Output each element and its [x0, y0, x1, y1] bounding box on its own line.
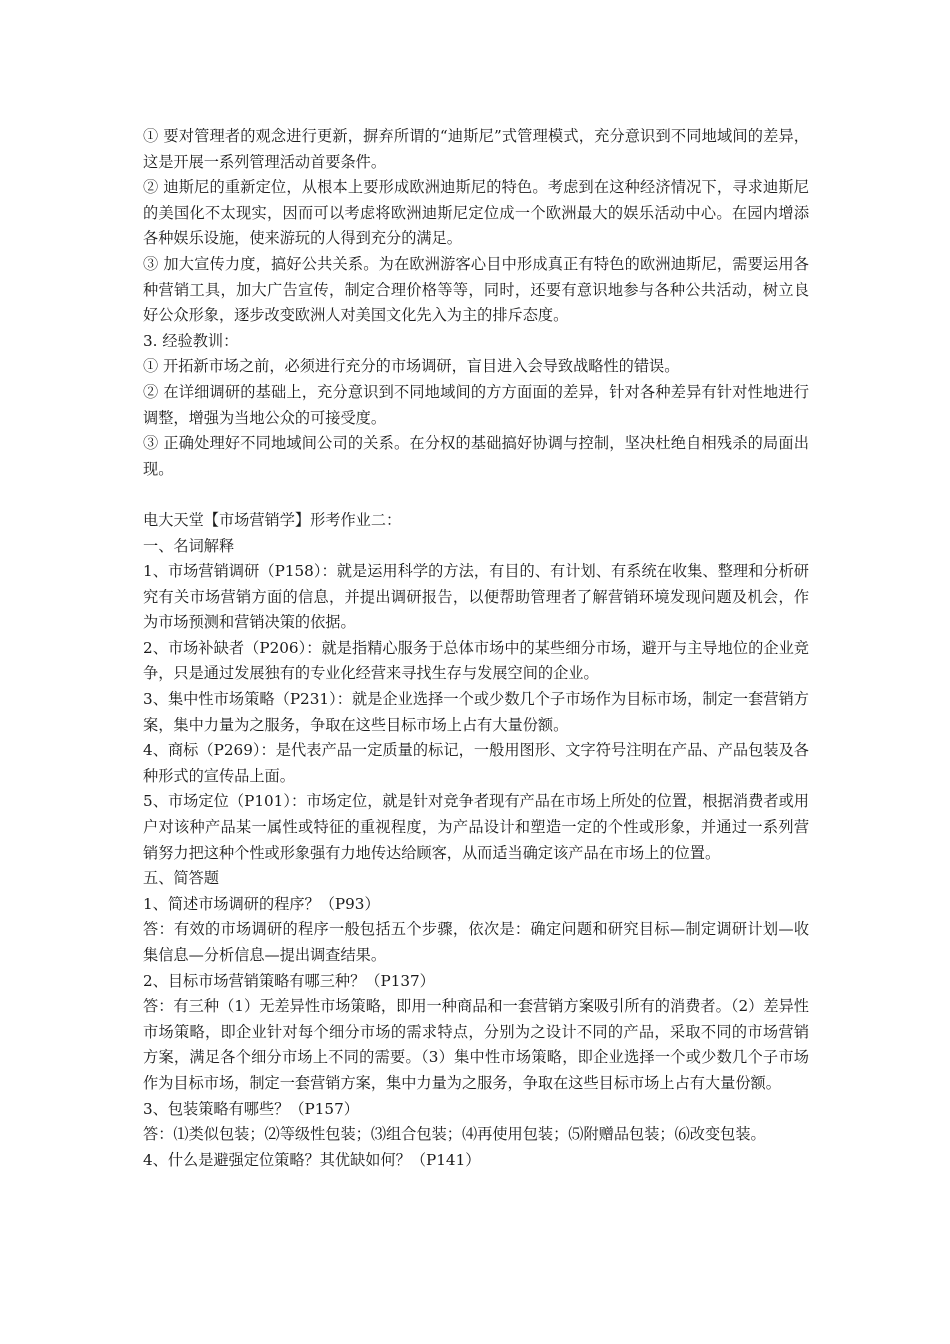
paragraph-lesson-3: ③ 正确处理好不同地域间公司的关系。在分权的基础搞好协调与控制，坚决杜绝自相残杀的局面出现。	[143, 434, 809, 478]
assignment-title: 电大天堂【市场营销学】形考作业二：	[143, 510, 402, 529]
answer-3: 答：⑴类似包装；⑵等级性包装；⑶组合包装；⑷再使用包装；⑸附赠品包装；⑹改变包装。	[143, 1125, 766, 1144]
term-definition-2: 2、市场补缺者（P206）：就是指精心服务于总体市场中的某些细分市场，避开与主导地位的企业竞争，只是通过发展独有的专业化经营来寻找生存与发展空间的企业。	[143, 638, 809, 683]
term-definition-3: 3、集中性市场策略（P231）：就是企业选择一个或少数几个子市场作为目标市场，制定一套营销方案，集中力量为之服务，争取在这些目标市场上占有大量份额。	[143, 690, 809, 734]
question-4: 4、什么是避强定位策略？其优缺如何？（P141）	[143, 1150, 481, 1169]
paragraph-measure-3: ③ 加大宣传力度，搞好公共关系。为在欧洲游客心目中形成真正有特色的欧洲迪斯尼，需要运用各种营销工具，加大广告宣传，制定合理价格等等，同时，还要有意识地参与各种公共活动，树立良好公众形象，逐步改变欧洲人对美国文化先入为主的排斥态度。	[143, 254, 809, 325]
paragraph-lesson-2: ② 在详细调研的基础上，充分意识到不同地域间的方方面面的差异，针对各种差异有针对性地进行调整，增强为当地公众的可接受度。	[143, 382, 809, 427]
paragraph-measure-1: ① 要对管理者的观念进行更新，摒弃所谓的“迪斯尼”式管理模式，充分意识到不同地域间的差异，这是开展一系列管理活动首要条件。	[143, 127, 809, 171]
paragraph-lesson-1: ① 开拓新市场之前，必须进行充分的市场调研，盲目进入会导致战略性的错误。	[143, 357, 680, 376]
question-2: 2、目标市场营销策略有哪三种？（P137）	[143, 971, 435, 990]
term-definition-1: 1、市场营销调研（P158）：就是运用科学的方法，有目的、有计划、有系统在收集、整理和分析研究有关市场营销方面的信息，并提出调研报告，以便帮助管理者了解营销环境发现问题及机会，作为市场预测和营销决策的依据。	[143, 562, 809, 632]
document-body	[143, 124, 809, 1173]
heading-lessons: 3. 经验教训：	[143, 331, 239, 350]
question-1: 1、简述市场调研的程序？（P93）	[143, 894, 380, 913]
answer-1: 答：有效的市场调研的程序一般包括五个步骤，依次是：确定问题和研究目标—制定调研计划—收集信息—分析信息—提出调查结果。	[143, 920, 809, 964]
term-definition-5: 5、市场定位（P101）：市场定位，就是针对竞争者现有产品在市场上所处的位置，根据消费者或用户对该种产品某一属性或特征的重视程度，为产品设计和塑造一定的个性或形象，并通过一系列营销努力把这种个性或形象强有力地传达给顾客，从而适当确定该产品在市场上的位置。	[143, 792, 809, 862]
section-heading-terms: 一、名词解释	[143, 536, 235, 555]
question-3: 3、包装策略有哪些？（P157）	[143, 1099, 359, 1118]
term-definition-4: 4、商标（P269）：是代表产品一定质量的标记，一般用图形、文字符号注明在产品、产品包装及各种形式的宣传品上面。	[143, 741, 809, 785]
answer-2: 答：有三种（1）无差异性市场策略，即用一种商品和一套营销方案吸引所有的消费者。（2）差异性市场策略，即企业针对每个细分市场的需求特点，分别为之设计不同的产品，采取不同的市场营销方案，满足各个细分市场上不同的需要。（3）集中性市场策略，即企业选择一个或少数几个子市场作为目标市场，制定一套营销方案，集中力量为之服务，争取在这些目标市场上占有大量份额。	[143, 997, 809, 1092]
paragraph-measure-2: ② 迪斯尼的重新定位，从根本上要形成欧洲迪斯尼的特色。考虑到在这种经济情况下，寻求迪斯尼的美国化不太现实，因而可以考虑将欧洲迪斯尼定位成一个欧洲最大的娱乐活动中心。在园内增添各种娱乐设施，使来游玩的人得到充分的满足。	[143, 178, 809, 248]
blank-line	[143, 482, 809, 508]
section-heading-short-answer: 五、简答题	[143, 869, 219, 888]
